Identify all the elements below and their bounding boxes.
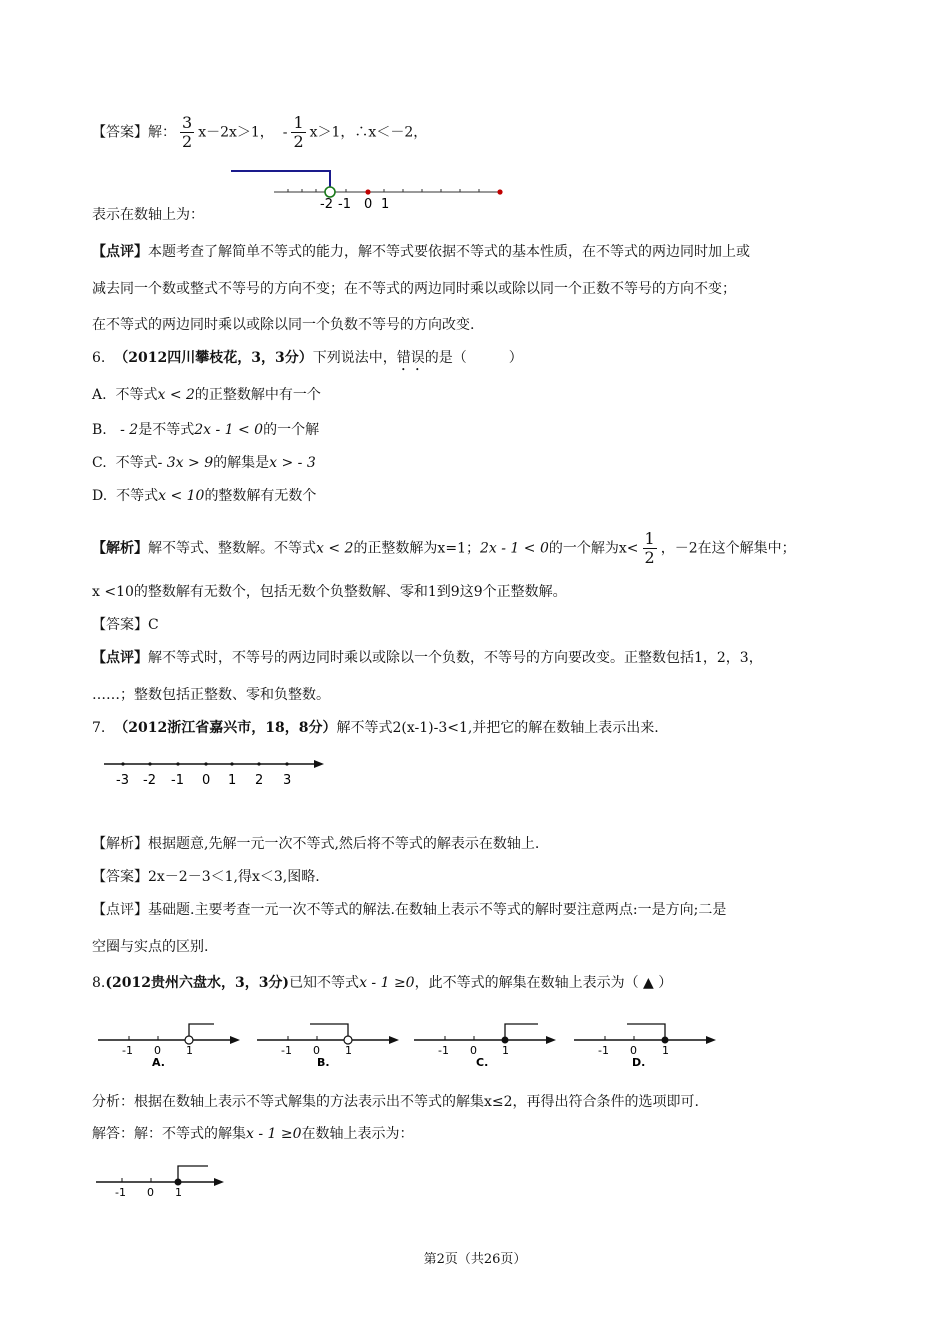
page-footer: 第2页（共26页） [423,1252,527,1267]
tick-label: 1 [175,1186,182,1199]
question-6-stem: 6. （2012四川攀枝花，3，3分）下列说法中，错误的是（ ） [92,350,523,366]
tick-label: -1 [598,1044,609,1057]
option-c: C. 不等式- 3x > 9的解集是x > - 3 [92,455,316,471]
analysis-6-line2: x <10的整数解有无数个，包括无数个负整数解、零和1到9这9个正整数解。 [92,584,567,600]
triangle-icon: ▲ [643,975,654,991]
question-8-stem: 8.(2012贵州六盘水，3，3分)已知不等式x - 1 ≥0，此不等式的解集在数轴上表示为（ ▲ ） [92,975,673,991]
option-c-number-line [412,1018,562,1068]
tick-label: 0 [630,1044,637,1057]
answer-prefix: 解： [148,124,176,141]
tick-label: -2 [143,773,156,788]
answer-line-5: 【答案】解： $\frac{3}{2}$ x－2x＞1， - $\frac{1}{2}$ x＞1，∴x＜－2， [92,113,428,151]
tick-label: -1 [122,1044,133,1057]
option-a: A. 不等式x < 2的正整数解中有一个 [92,387,321,403]
comment-6-line2: ……；整数包括正整数、零和负整数。 [92,687,330,703]
numberline-caption: 表示在数轴上为： [92,207,204,223]
tick-label: -3 [116,773,129,788]
question-7-stem: 7. （2012浙江省嘉兴市，18，8分）解不等式2(x-1)-3<1,并把它的解在数轴上表示出来. [92,720,659,736]
tick-label: -1 [338,197,351,212]
tick-label: 1 [502,1044,509,1057]
comment-5-line2: 减去同一个数或整式不等号的方向不变；在不等式的两边同时乘以或除以同一个正数不等号的方向不变； [92,281,736,297]
tick-label: -2 [320,197,333,212]
answer-tag: 【答案】 [92,124,148,141]
tick-label: -1 [281,1044,292,1057]
option-a-number-line [96,1018,246,1068]
tick-label: 0 [154,1044,161,1057]
option-d: D. 不等式x < 10的整数解有无数个 [92,488,317,504]
fraction-1-over-2: $\frac{1}{2}$ [644,529,655,567]
analysis-7: 【解析】根据题意,先解一元一次不等式,然后将不等式的解表示在数轴上. [92,836,540,852]
comment-6-line1: 【点评】解不等式时，不等号的两边同时乘以或除以一个负数，不等号的方向要改变。正整数包括1，2，3， [92,650,763,666]
analysis-6-line1: 【解析】解不等式、整数解。不等式x < 2的正整数解为x=1；2x - 1 < 0的一个解为x< $\frac{1}{2}$ ，－2在这个解集中； [92,529,796,567]
tick-label: 1 [228,773,237,788]
tick-label: 0 [313,1044,320,1057]
option-b: B. - 2是不等式2x - 1 < 0的一个解 [92,422,320,438]
option-d-number-line [572,1018,722,1068]
emphasis-dots: 错误 [396,350,425,366]
analysis-8: 分析：根据在数轴上表示不等式解集的方法表示出不等式的解集x≤2，再得出符合条件的选项即可. [92,1094,699,1110]
tick-label: -1 [171,773,184,788]
comment-5-line3: 在不等式的两边同时乘以或除以同一个负数不等号的方向改变. [92,317,475,333]
tick-label: 0 [202,773,211,788]
question-source: （2012浙江省嘉兴市，18，8分） [114,720,337,736]
tick-label: -1 [438,1044,449,1057]
tick-label: 2 [255,773,264,788]
solution-number-line [94,1162,234,1202]
tick-label: 0 [147,1186,154,1199]
tick-label: 1 [381,197,390,212]
tick-label: -1 [115,1186,126,1199]
question-source: (2012贵州六盘水，3，3分) [105,975,290,991]
tick-label: 1 [345,1044,352,1057]
comment-5-line1: 【点评】本题考查了解简单不等式的能力，解不等式要依据不等式的基本性质，在不等式的两边同时加上或 [92,244,750,260]
tick-label: 3 [283,773,292,788]
fraction-1-over-2: $\frac{1}{2}$ [293,113,304,151]
option-label: B. [317,1056,330,1069]
comment-7-line1: 【点评】基础题.主要考查一元一次不等式的解法.在数轴上表示不等式的解时要注意两点:一是方向;二是 [92,902,727,918]
fraction-3-over-2: $\frac{3}{2}$ [182,113,193,151]
answer-6: 【答案】C [92,617,159,633]
answer-7: 【答案】2x－2－3＜1,得x＜3,图略. [92,869,320,885]
tick-label: 1 [662,1044,669,1057]
tick-label: 0 [364,197,373,212]
option-label: C. [476,1056,489,1069]
tick-label: 1 [186,1044,193,1057]
option-b-number-line [255,1018,405,1068]
option-label: A. [152,1056,165,1069]
number-line-question-7 [100,755,330,795]
question-source: （2012四川攀枝花，3，3分） [114,350,313,366]
option-label: D. [632,1056,646,1069]
tick-label: 0 [470,1044,477,1057]
solution-8: 解答：解：不等式的解集x - 1 ≥0在数轴上表示为： [92,1126,414,1142]
comment-7-line2: 空圈与实点的区别. [92,939,209,955]
number-line-answer-5 [228,165,518,215]
